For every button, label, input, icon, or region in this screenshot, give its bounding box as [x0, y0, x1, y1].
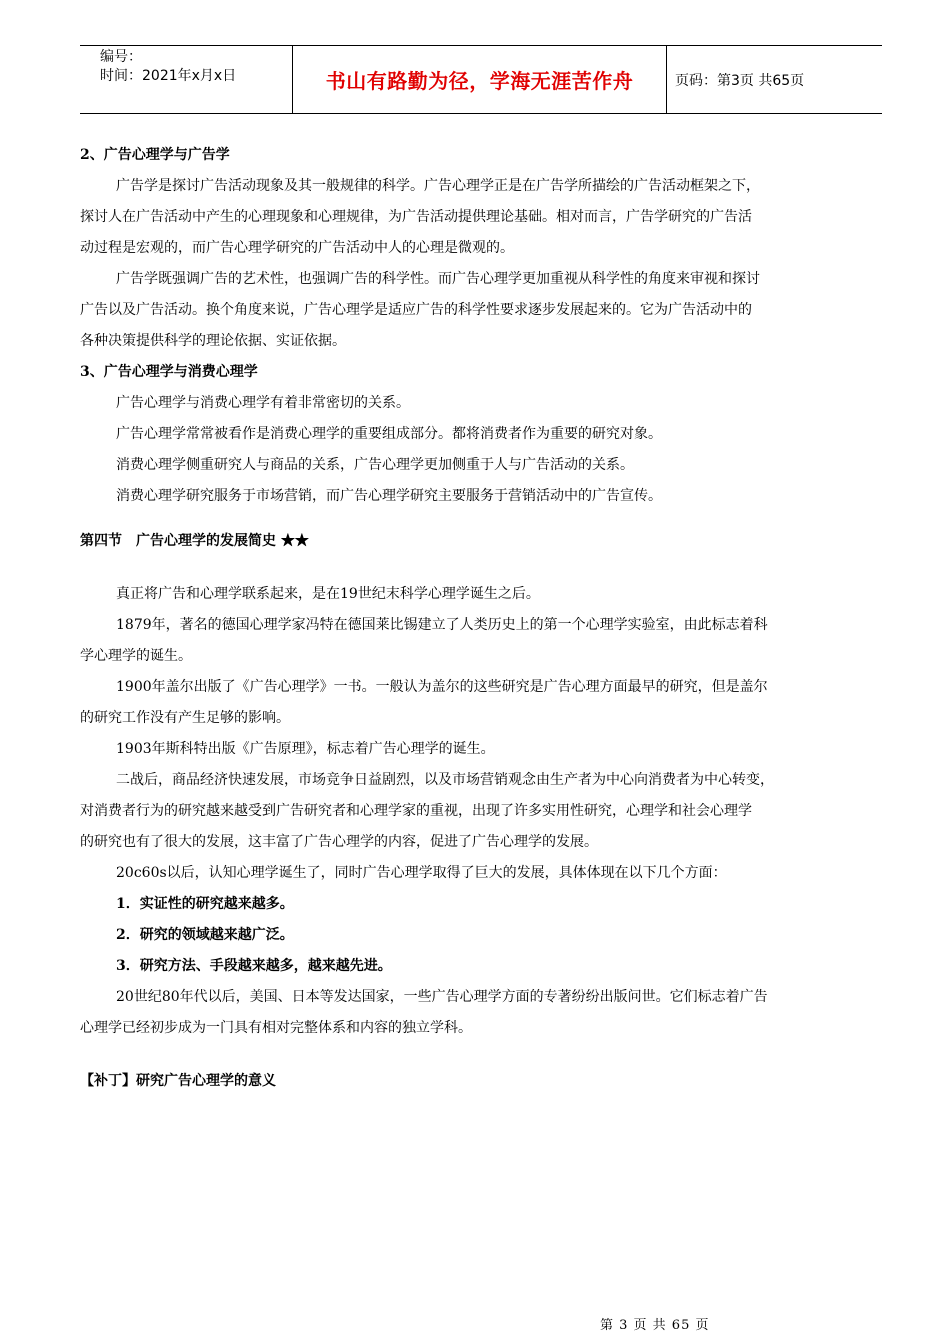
paragraph-line: 的研究也有了很大的发展，这丰富了广告心理学的内容，促进了广告心理学的发展。	[80, 834, 598, 850]
paragraph-line: 的研究工作没有产生足够的影响。	[80, 710, 290, 726]
list-item: 2．研究的领域越来越广泛。	[116, 927, 294, 943]
paragraph-line: 20c60s以后，认知心理学诞生了，同时广告心理学取得了巨大的发展，具体体现在以下几个方面：	[116, 865, 727, 881]
paragraph-line: 学心理学的诞生。	[80, 648, 192, 664]
document-body	[80, 140, 886, 1097]
header-meta	[80, 46, 293, 113]
header-page-number: 页码：第3页 共65页	[675, 72, 805, 89]
page-header	[80, 45, 882, 114]
section-heading: 3、广告心理学与消费心理学	[80, 364, 258, 380]
paragraph-line: 广告心理学常常被看作是消费心理学的重要组成部分。都将消费者作为重要的研究对象。	[116, 426, 662, 442]
list-item: 1．实证性的研究越来越多。	[116, 896, 294, 912]
paragraph-line: 消费心理学侧重研究人与商品的关系，广告心理学更加侧重于人与广告活动的关系。	[116, 457, 634, 473]
paragraph-line: 广告心理学与消费心理学有着非常密切的关系。	[116, 395, 410, 411]
paragraph-line: 消费心理学研究服务于市场营销，而广告心理学研究主要服务于营销活动中的广告宣传。	[116, 488, 662, 504]
paragraph-line: 真正将广告和心理学联系起来，是在19世纪末科学心理学诞生之后。	[116, 586, 540, 602]
paragraph-line: 1879年，著名的德国心理学家冯特在德国莱比锡建立了人类历史上的第一个心理学实验室，由此标志着科	[116, 617, 768, 633]
page-footer: 第 3 页 共 65 页	[600, 1318, 710, 1333]
paragraph-line: 1903年斯科特出版《广告原理》，标志着广告心理学的诞生。	[116, 741, 495, 757]
paragraph-line: 二战后，商品经济快速发展，市场竞争日益剧烈，以及市场营销观念由生产者为中心向消费者为中心转变，	[116, 772, 774, 788]
supplement-heading: 【补丁】研究广告心理学的意义	[80, 1073, 276, 1089]
header-motto: 书山有路勤为径，学海无涯苦作舟	[293, 46, 667, 113]
chapter-heading: 第四节 广告心理学的发展简史 ★★	[80, 533, 309, 549]
document-time-label: 时间：2021年x月x日	[100, 68, 237, 84]
paragraph-line: 探讨人在广告活动中产生的心理现象和心理规律，为广告活动提供理论基础。相对而言，广告学研究的广告活	[80, 209, 752, 225]
paragraph-line: 广告学既强调广告的艺术性，也强调广告的科学性。而广告心理学更加重视从科学性的角度来审视和探讨	[116, 271, 760, 287]
paragraph-line: 对消费者行为的研究越来越受到广告研究者和心理学家的重视，出现了许多实用性研究，心理学和社会心理学	[80, 803, 752, 819]
paragraph-line: 1900年盖尔出版了《广告心理学》一书。一般认为盖尔的这些研究是广告心理方面最早的研究，但是盖尔	[116, 679, 768, 695]
list-item: 3．研究方法、手段越来越多，越来越先进。	[116, 958, 392, 974]
paragraph-line: 广告以及广告活动。换个角度来说，广告心理学是适应广告的科学性要求逐步发展起来的。它为广告活动中的	[80, 302, 752, 318]
paragraph-line: 各种决策提供科学的理论依据、实证依据。	[80, 333, 346, 349]
section-heading: 2、广告心理学与广告学	[80, 147, 230, 163]
paragraph-line: 20世纪80年代以后，美国、日本等发达国家，一些广告心理学方面的专著纷纷出版问世。它们标志着广告	[116, 989, 768, 1005]
paragraph-line: 广告学是探讨广告活动现象及其一般规律的科学。广告心理学正是在广告学所描绘的广告活动框架之下，	[116, 178, 760, 194]
paragraph-line: 心理学已经初步成为一门具有相对完整体系和内容的独立学科。	[80, 1020, 472, 1036]
paragraph-line: 动过程是宏观的，而广告心理学研究的广告活动中人的心理是微观的。	[80, 240, 514, 256]
document-number-label: 编号：	[100, 49, 142, 65]
